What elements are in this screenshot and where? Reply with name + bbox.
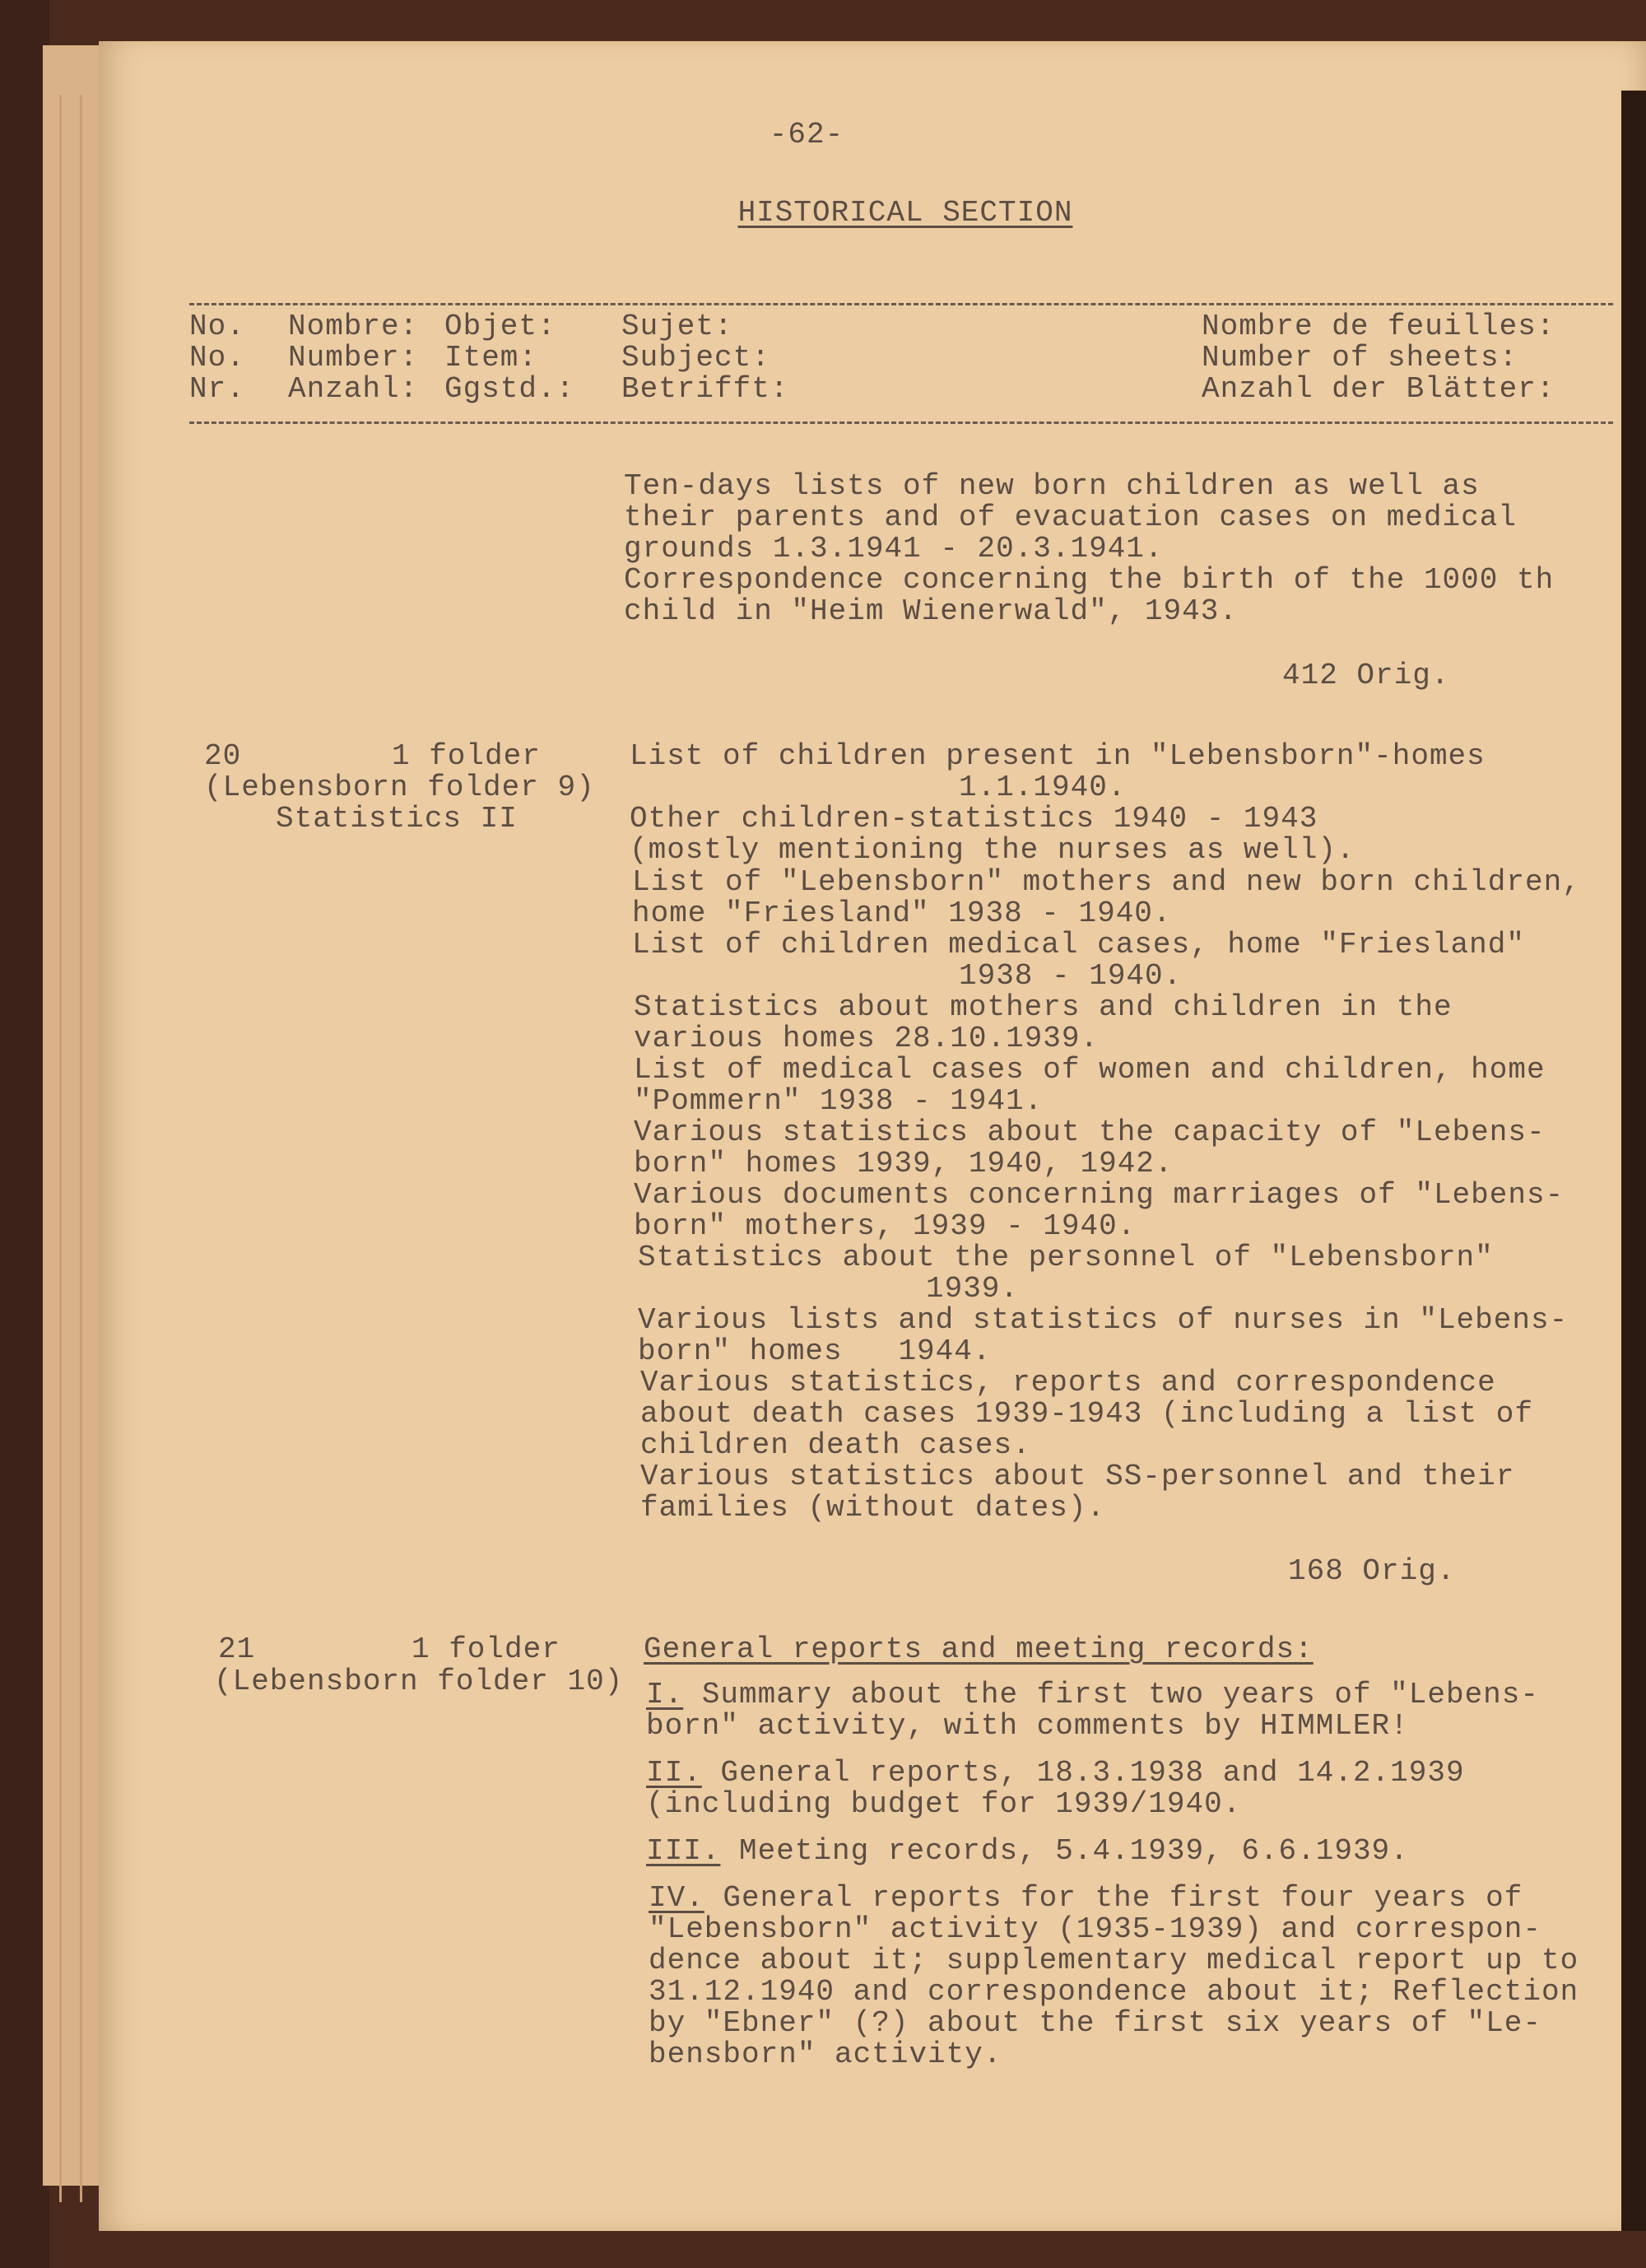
entry-line: General reports, 18.3.1938 and 14.2.1939 xyxy=(701,1756,1465,1790)
entry-line: (including budget for 1939/1940. xyxy=(646,1787,1242,1821)
header-rule-top xyxy=(189,303,1613,305)
header-count-de: Anzahl: xyxy=(288,372,419,406)
entry-line: Various statistics about SS-personnel and their xyxy=(640,1460,1515,1493)
header-subject-en: Subject: xyxy=(621,341,770,375)
entry-line: child in "Heim Wienerwald", 1943. xyxy=(624,594,1238,628)
roman-numeral: III. xyxy=(646,1834,721,1868)
entry-line: General reports for the first four years of xyxy=(704,1881,1523,1915)
entry-line: various homes 28.10.1939. xyxy=(634,1022,1100,1055)
entry-number: 20 xyxy=(204,739,242,773)
entry-line: Statistics about mothers and children in the xyxy=(634,990,1453,1024)
roman-numeral: IV. xyxy=(649,1881,704,1915)
entry-line: (mostly mentioning the nurses as well). xyxy=(630,833,1355,867)
entry-item-folder: (Lebensborn folder 9) xyxy=(204,771,595,804)
entry-line: List of children medical cases, home "Friesland" xyxy=(632,928,1525,962)
roman-numeral: I. xyxy=(646,1678,684,1711)
header-sheets-en: Number of sheets: xyxy=(1202,341,1518,375)
entry-item-count: 1 folder xyxy=(412,1632,560,1666)
header-no-fr: No. xyxy=(189,310,245,343)
entry-line: Various lists and statistics of nurses in "Lebens- xyxy=(638,1303,1569,1337)
sheet-count: 412 Orig. xyxy=(1282,659,1450,692)
entry-heading: General reports and meeting records: xyxy=(644,1632,1314,1666)
entry-line: Meeting records, 5.4.1939, 6.6.1939. xyxy=(720,1834,1409,1868)
entry-line: Various documents concerning marriages of "Lebens- xyxy=(634,1178,1565,1212)
entry-line: born" homes 1939, 1940, 1942. xyxy=(634,1147,1174,1181)
entry-line: Various statistics, reports and correspondence xyxy=(640,1366,1496,1399)
header-subject-fr: Sujet: xyxy=(621,310,733,343)
header-sheets-de: Anzahl der Blätter: xyxy=(1202,372,1555,406)
entry-line: born" activity, with comments by HIMMLER! xyxy=(646,1709,1409,1743)
entry-line: 1938 - 1940. xyxy=(959,959,1183,993)
document-page xyxy=(99,41,1646,2231)
header-no-en: No. xyxy=(189,341,245,375)
entry-line: born" homes 1944. xyxy=(638,1334,992,1368)
entry-line: Various statistics about the capacity of "Lebens- xyxy=(634,1115,1546,1149)
header-no-de: Nr. xyxy=(189,372,245,406)
entry-line: Statistics about the personnel of "Lebensborn" xyxy=(638,1241,1494,1274)
entry-line: about death cases 1939-1943 (including a list of xyxy=(640,1397,1533,1431)
entry-line: bensborn" activity. xyxy=(649,2037,1002,2071)
entry-line: "Lebensborn" activity (1935-1939) and correspon- xyxy=(649,1912,1541,1946)
entry-line: children death cases. xyxy=(640,1428,1031,1462)
entry-line: home "Friesland" 1938 - 1940. xyxy=(632,896,1172,930)
header-item-de: Ggstd.: xyxy=(444,372,575,406)
entry-line: their parents and of evacuation cases on medical xyxy=(624,501,1517,534)
entry-line: born" mothers, 1939 - 1940. xyxy=(634,1209,1137,1243)
entry-item-folder: (Lebensborn folder 10) xyxy=(214,1665,624,1698)
entry-line: grounds 1.3.1941 - 20.3.1941. xyxy=(624,532,1164,566)
entry-line: List of children present in "Lebensborn"-homes xyxy=(630,739,1486,773)
header-item-fr: Objet: xyxy=(444,310,556,343)
header-subject-de: Betrifft: xyxy=(621,372,789,406)
roman-numeral: II. xyxy=(646,1756,702,1790)
entry-line: "Pommern" 1938 - 1941. xyxy=(634,1084,1044,1118)
entry-item-count: 1 folder xyxy=(392,739,541,773)
header-count-fr: Nombre: xyxy=(288,310,419,343)
report-part-3 xyxy=(646,1836,1409,1867)
entry-number: 21 xyxy=(218,1632,256,1666)
page-edge-right xyxy=(1621,91,1646,2231)
entry-line: Correspondence concerning the birth of the 1000 th xyxy=(624,563,1555,597)
entry-line: by "Ebner" (?) about the first six years of "Le- xyxy=(649,2006,1541,2040)
entry-line: List of "Lebensborn" mothers and new born children, xyxy=(632,865,1581,899)
header-item-en: Item: xyxy=(444,341,538,375)
entry-item-label: Statistics II xyxy=(276,802,518,836)
entry-line: Summary about the first two years of "Lebens- xyxy=(683,1678,1539,1711)
section-title: HISTORICAL SECTION xyxy=(737,196,1073,230)
sheet-count: 168 Orig. xyxy=(1288,1554,1456,1588)
report-part-2 xyxy=(646,1758,1465,1789)
entry-line: families (without dates). xyxy=(640,1491,1106,1525)
entry-line: Other children-statistics 1940 - 1943 xyxy=(630,802,1318,836)
report-part-4 xyxy=(649,1883,1523,1914)
binding-shadow xyxy=(0,0,49,2268)
header-sheets-fr: Nombre de feuilles: xyxy=(1202,310,1555,343)
report-part-1 xyxy=(646,1679,1539,1711)
entry-line: Ten-days lists of new born children as well as xyxy=(624,469,1480,503)
entry-line: List of medical cases of women and children, home xyxy=(634,1053,1546,1087)
header-rule-bottom xyxy=(189,421,1613,424)
entry-line: 1.1.1940. xyxy=(959,771,1127,804)
entry-line: dence about it; supplementary medical report up to xyxy=(649,1944,1579,1977)
page-number: -62- xyxy=(769,118,844,151)
header-count-en: Number: xyxy=(288,341,419,375)
entry-line: 1939. xyxy=(926,1272,1020,1306)
entry-line: 31.12.1940 and correspondence about it; Reflection xyxy=(649,1975,1579,2009)
